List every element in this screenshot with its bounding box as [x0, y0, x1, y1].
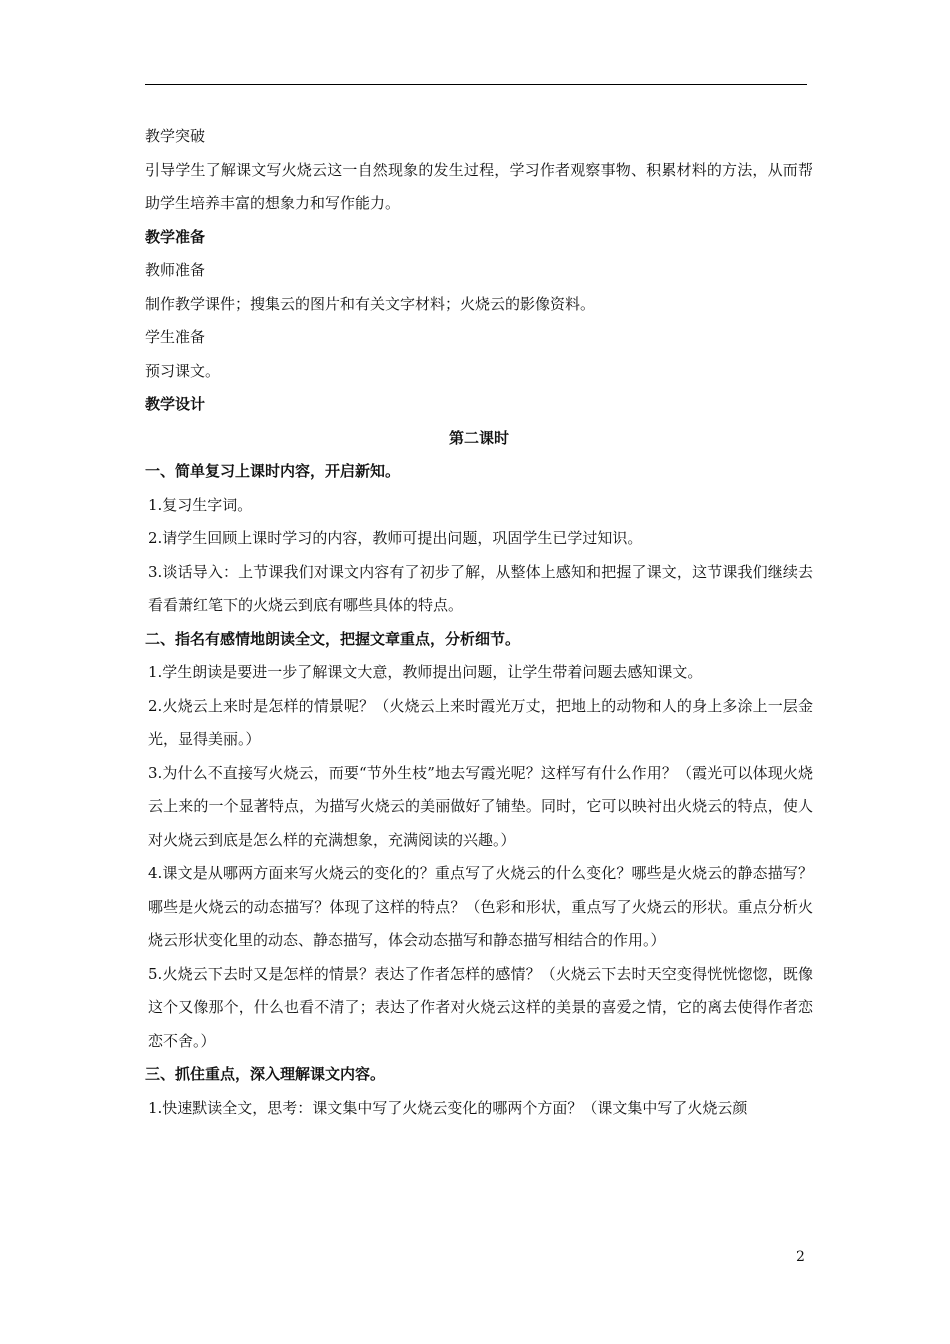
page-content — [145, 120, 813, 1125]
teacher-prep-text: 制作教学课件；搜集云的图片和有关文字材料；火烧云的影像资料。 — [145, 294, 596, 313]
section-1-item-2: 2.请学生回顾上课时学习的内容，教师可提出问题，巩固学生已学过知识。 — [148, 529, 643, 547]
breakthrough-heading: 教学突破 — [145, 127, 206, 145]
section-2-heading: 二、指名有感情地朗读全文，把握文章重点，分析细节。 — [145, 629, 521, 648]
section-3-item-1: 1.快速默读全文，思考：课文集中写了火烧云变化的哪两个方面？（课文集中写了火烧云颜 — [148, 1098, 748, 1117]
section-1-heading: 一、简单复习上课时内容，开启新知。 — [145, 462, 401, 480]
section-1-item-1: 1.复习生字词。 — [148, 495, 253, 514]
header-rule — [145, 84, 807, 85]
preparation-heading: 教学准备 — [145, 227, 206, 246]
breakthrough-text: 引导学生了解课文写火烧云这一自然现象的发生过程，学习作者观察事物、积累材料的方法，从而帮助学生培养丰富的想象力和写作能力。 — [145, 160, 813, 212]
section-2-item-4: 4.课文是从哪两方面来写火烧云的变化的？重点写了火烧云的什么变化？哪些是火烧云的静态描写？哪些是火烧云的动态描写？体现了这样的特点？（色彩和形状，重点写了火烧云的形状。重点分析火烧云形状变化里的动态、静态描写，体会动态描写和静态描写相结合的作用。） — [148, 864, 813, 949]
section-2-item-3: 3.为什么不直接写火烧云，而要“节外生枝”地去写霞光呢？这样写有什么作用？（霞光可以体现火烧云上来的一个显著特点，为描写火烧云的美丽做好了铺垫。同时，它可以映衬出火烧云的特点，使人对火烧云到底是怎么样的充满想象，充满阅读的兴趣。） — [148, 763, 813, 849]
lesson-title: 第二课时 — [448, 428, 509, 447]
student-prep-text: 预习课文。 — [145, 361, 221, 380]
section-2-item-5: 5.火烧云下去时又是怎样的情景？表达了作者怎样的感情？（火烧云下去时天空变得恍恍惚惚，既像这个又像那个，什么也看不清了；表达了作者对火烧云这样的美景的喜爱之情，它的离去使得作者恋恋不舍。） — [148, 964, 813, 1050]
teacher-prep-label: 教师准备 — [145, 261, 206, 279]
page-number: 2 — [796, 1249, 805, 1265]
section-1-item-3: 3.谈话导入：上节课我们对课文内容有了初步了解，从整体上感知和把握了课文，这节课我们继续去看看萧红笔下的火烧云到底有哪些具体的特点。 — [148, 562, 813, 614]
student-prep-label: 学生准备 — [145, 328, 206, 346]
design-heading: 教学设计 — [145, 395, 206, 413]
section-2-item-1: 1.学生朗读是要进一步了解课文大意，教师提出问题，让学生带着问题去感知课文。 — [148, 663, 703, 681]
section-2-item-2: 2.火烧云上来时是怎样的情景呢？（火烧云上来时霞光万丈，把地上的动物和人的身上多涂上一层金光，显得美丽。） — [148, 696, 813, 748]
section-3-heading: 三、抓住重点，深入理解课文内容。 — [145, 1065, 386, 1083]
